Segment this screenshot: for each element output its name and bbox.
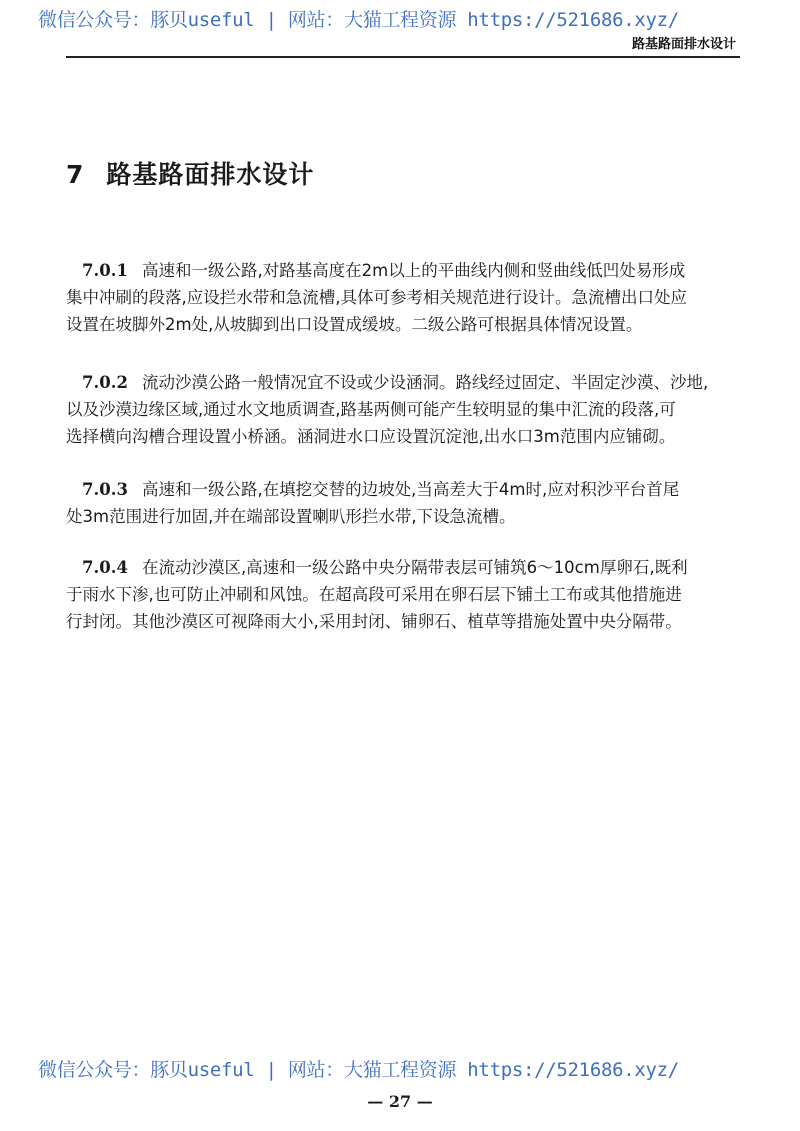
text-line: 在流动沙漠区,高速和一级公路中央分隔带表层可铺筑6～10cm厚卵石,既利 <box>141 558 688 577</box>
text-line: 流动沙漠公路一般情况宜不设或少设涵洞。路线经过固定、半固定沙漠、沙地, <box>141 373 709 392</box>
section-number: 7.0.3 <box>82 480 128 499</box>
text-line: 集中冲刷的段落,应设拦水带和急流槽,具体可参考相关规范进行设计。急流槽出口处应 <box>66 288 687 307</box>
section-7-0-4 <box>66 554 746 635</box>
chapter-title-text: 路基路面排水设计 <box>106 160 315 189</box>
chapter-title <box>66 155 314 191</box>
section-7-0-1 <box>66 257 746 338</box>
running-header: 路基路面排水设计 <box>632 37 737 52</box>
section-number: 7.0.4 <box>82 558 128 577</box>
text-line: 处3m范围进行加固,并在端部设置喇叭形拦水带,下设急流槽。 <box>66 507 516 526</box>
chapter-number: 7 <box>66 160 85 189</box>
section-7-0-2 <box>66 369 746 450</box>
text-line: 设置在坡脚外2m处,从坡脚到出口设置成缓坡。二级公路可根据具体情况设置。 <box>66 315 643 334</box>
text-line: 以及沙漠边缘区域,通过水文地质调查,路基两侧可能产生较明显的集中汇流的段落,可 <box>66 400 676 419</box>
watermark-bottom: 微信公众号：豚贝useful | 网站：大猫工程资源 https://521686.xyz/ <box>38 1059 679 1081</box>
header-rule <box>66 56 740 58</box>
text-line: 高速和一级公路,在填挖交替的边坡处,当高差大于4m时,应对积沙平台首尾 <box>141 480 680 499</box>
watermark-top: 微信公众号：豚贝useful | 网站：大猫工程资源 https://521686.xyz/ <box>38 9 679 31</box>
page-number: — 27 — <box>367 1092 433 1111</box>
text-line: 行封闭。其他沙漠区可视降雨大小,采用封闭、铺卵石、植草等措施处置中央分隔带。 <box>66 612 682 631</box>
text-line: 高速和一级公路,对路基高度在2m以上的平曲线内侧和竖曲线低凹处易形成 <box>141 261 686 280</box>
text-line: 于雨水下渗,也可防止冲刷和风蚀。在超高段可采用在卵石层下铺土工布或其他措施进 <box>66 585 682 604</box>
section-number: 7.0.1 <box>82 261 128 280</box>
section-7-0-3 <box>66 476 746 530</box>
section-number: 7.0.2 <box>82 373 128 392</box>
text-line: 选择横向沟槽合理设置小桥涵。涵洞进水口应设置沉淀池,出水口3m范围内应铺砌。 <box>66 427 676 446</box>
